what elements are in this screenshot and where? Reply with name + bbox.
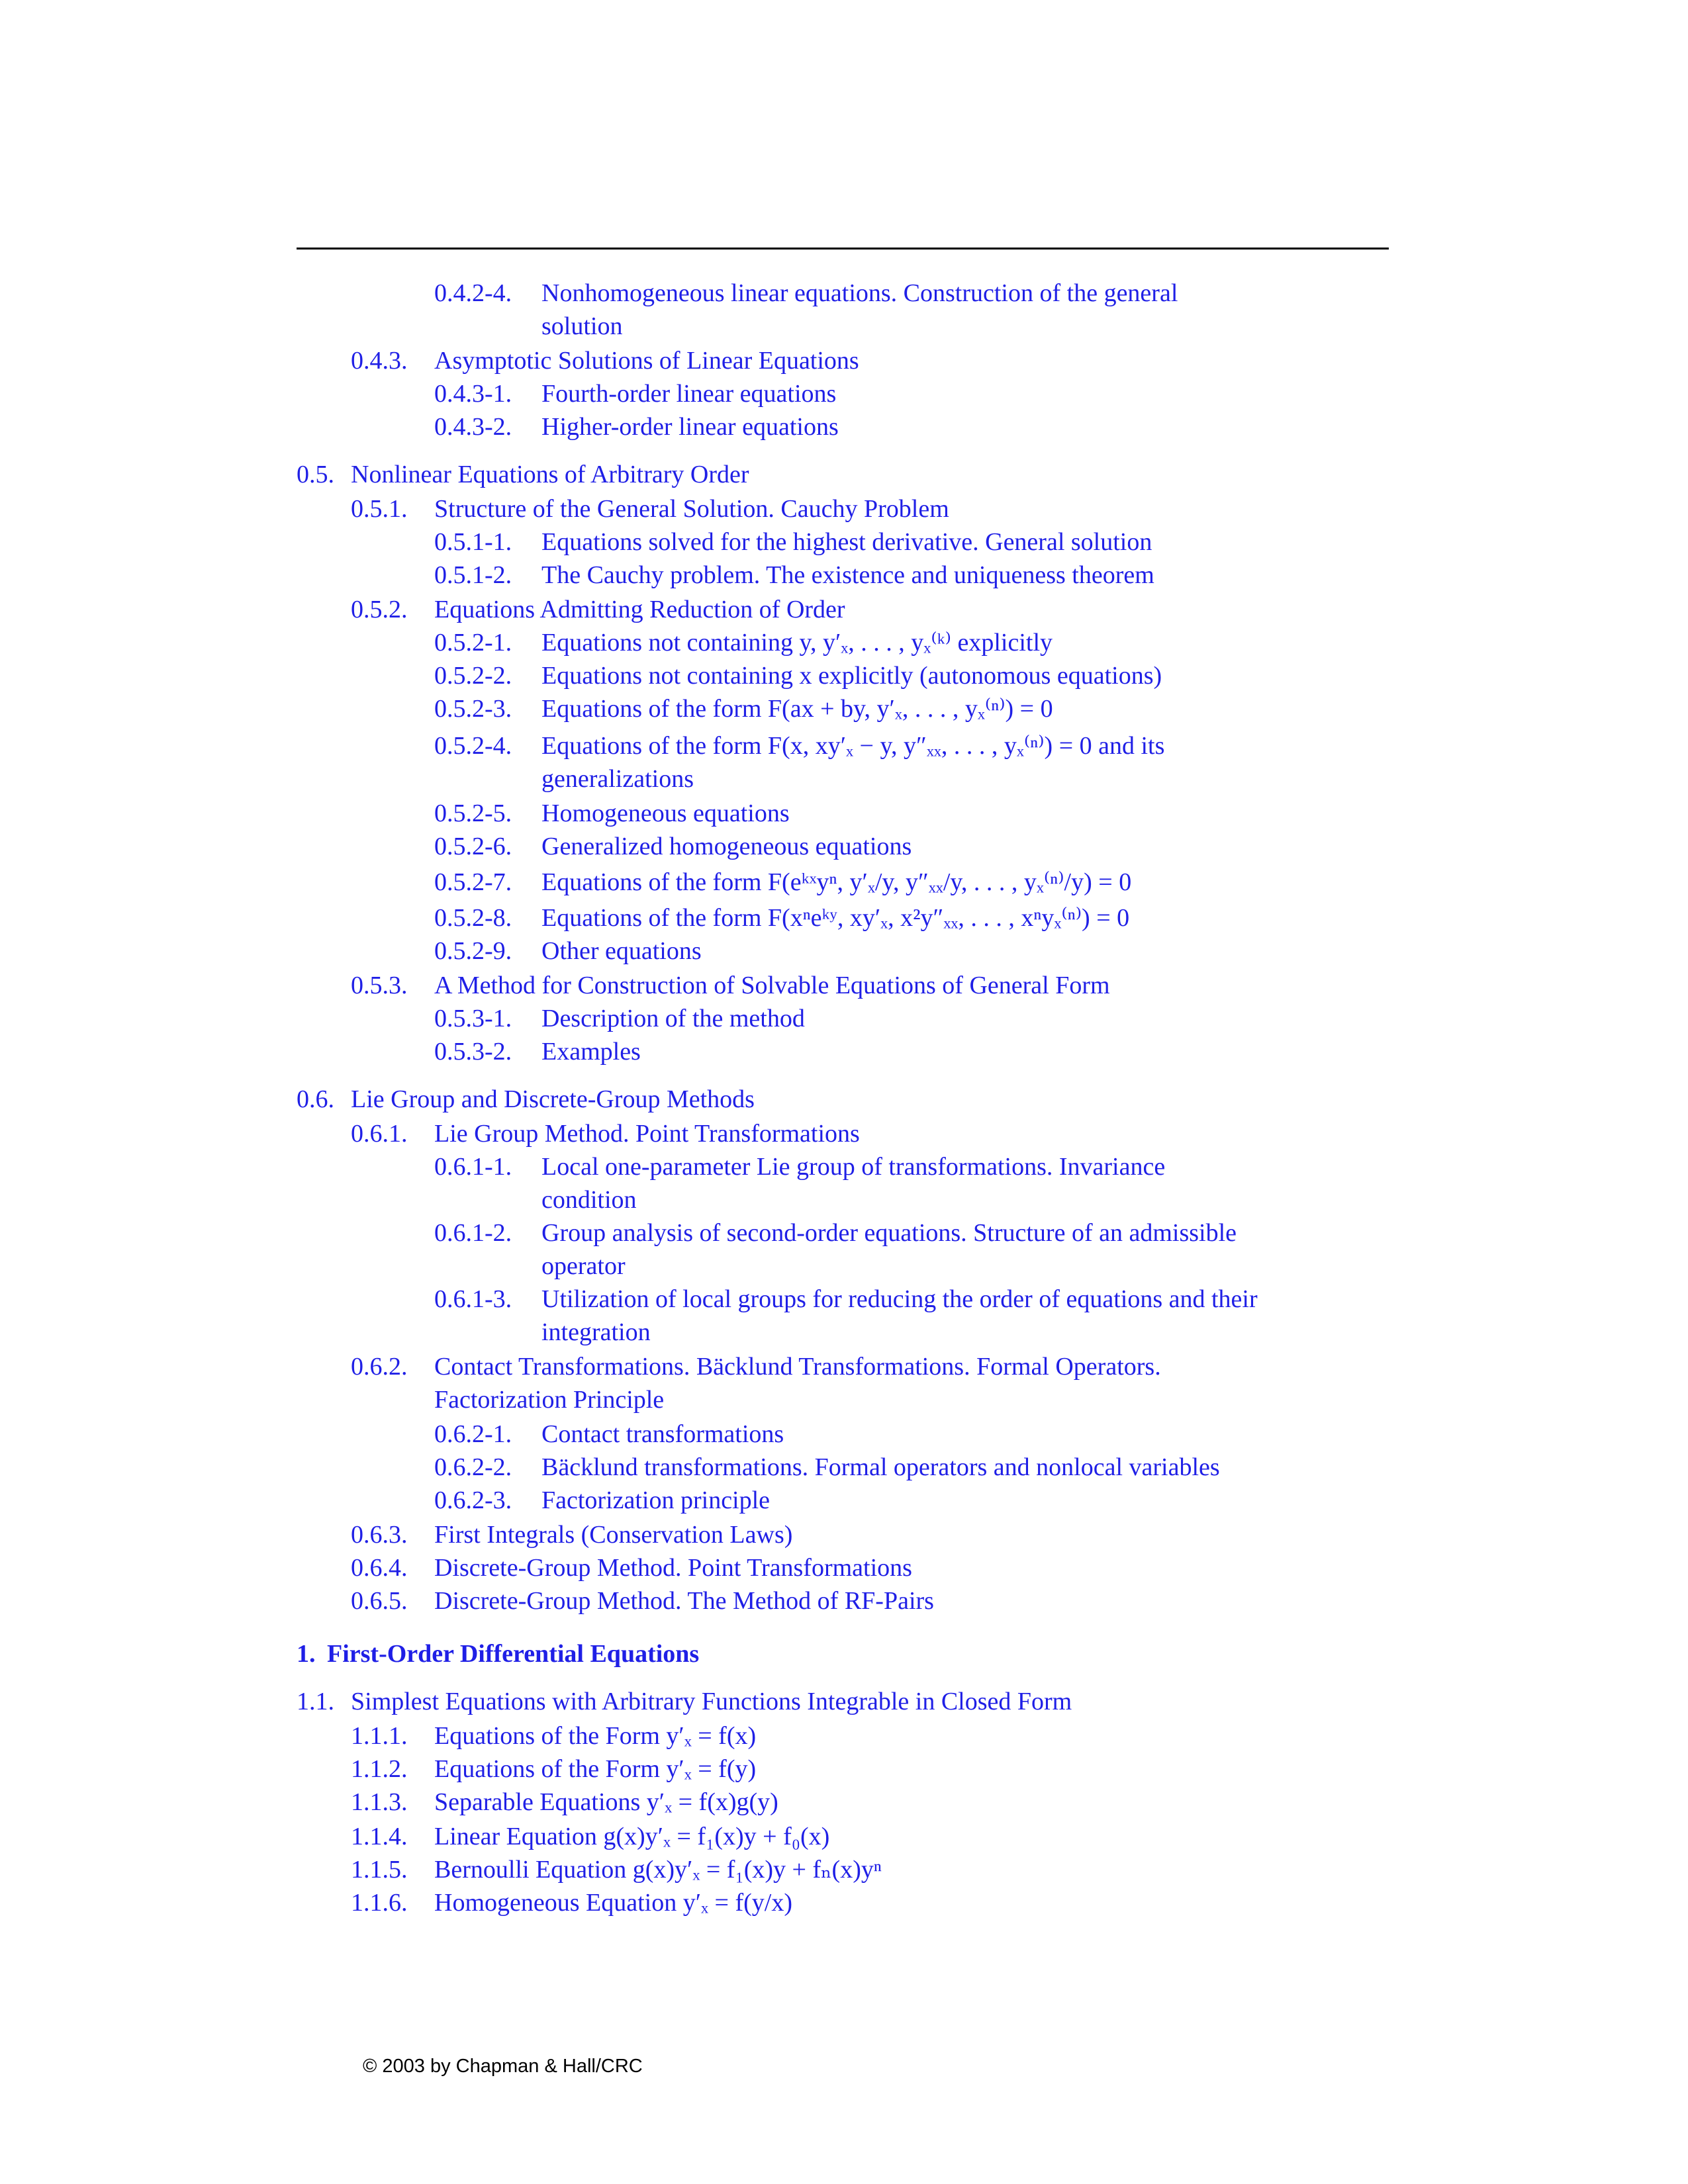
toc-entry-title: Other equations xyxy=(541,937,702,965)
toc-entry[interactable] xyxy=(434,560,1390,590)
toc-entry-number: 0.4.3-2. xyxy=(434,413,512,441)
toc-entry[interactable] xyxy=(351,1721,1390,1751)
toc-entry[interactable] xyxy=(434,867,1390,897)
toc-entry-number: 0.5. xyxy=(297,461,334,488)
toc-entry-number: 1.1.5. xyxy=(351,1856,408,1884)
toc-entry[interactable] xyxy=(297,459,1390,490)
toc-entry-title: A Method for Construction of Solvable Equations of General Form xyxy=(434,972,1110,999)
toc-entry-number: 1.1.2. xyxy=(351,1755,408,1783)
toc-entry-number: 0.6.1-3. xyxy=(434,1285,512,1313)
toc-entry-title: Generalized homogeneous equations xyxy=(541,833,912,860)
toc-entry-number: 0.5.2-3. xyxy=(434,695,512,723)
toc-entry-title: Equations of the Form y′ₓ = f(x) xyxy=(434,1722,757,1750)
toc-entry-number: 0.5.2-4. xyxy=(434,732,512,760)
toc-entry[interactable] xyxy=(351,1351,1390,1382)
toc-entry-title: integration xyxy=(541,1318,651,1346)
toc-entry-title: Local one-parameter Lie group of transformations. Invariance xyxy=(541,1153,1166,1181)
toc-entry-number: 0.5.3. xyxy=(351,972,408,999)
toc-entry-number: 0.5.1. xyxy=(351,495,408,523)
toc-entry-title: Equations of the Form y′ₓ = f(y) xyxy=(434,1755,757,1783)
toc-entry-title: Linear Equation g(x)y′ₓ = f₁(x)y + f₀(x) xyxy=(434,1823,830,1850)
toc-entry-number: 0.5.2-5. xyxy=(434,799,512,827)
toc-entry-number: 1. xyxy=(297,1640,316,1668)
toc-entry-number: 0.4.3. xyxy=(351,347,408,375)
toc-entry[interactable] xyxy=(351,1385,1390,1415)
toc-entry[interactable] xyxy=(351,594,1390,625)
toc-entry[interactable] xyxy=(434,1317,1390,1347)
toc-entry[interactable] xyxy=(434,1218,1390,1248)
toc-entry-title: Structure of the General Solution. Cauchy Problem xyxy=(434,495,949,523)
toc-entry[interactable] xyxy=(351,1553,1390,1583)
toc-entry-title: Examples xyxy=(541,1038,641,1066)
toc-entry-title: First-Order Differential Equations xyxy=(327,1640,700,1668)
toc-entry-number: 0.5.1-1. xyxy=(434,528,512,556)
toc-entry-title: The Cauchy problem. The existence and uniqueness theorem xyxy=(541,561,1154,589)
toc-entry[interactable] xyxy=(434,527,1390,557)
toc-entry-number: 0.5.2-7. xyxy=(434,868,512,896)
toc-entry[interactable] xyxy=(434,1485,1390,1516)
toc-entry-title: Nonlinear Equations of Arbitrary Order xyxy=(351,461,749,488)
toc-entry[interactable] xyxy=(297,1686,1390,1717)
toc-entry[interactable] xyxy=(351,970,1390,1001)
toc-entry-title: Equations of the form F(eᵏˣyⁿ, y′ₓ/y, y″ₓₓ/y, . . . , yₓ⁽ⁿ⁾/y) = 0 xyxy=(541,868,1132,896)
toc-entry-number: 0.5.2-1. xyxy=(434,629,512,657)
toc-entry-number: 0.5.2-9. xyxy=(434,937,512,965)
toc-entry-title: Lie Group and Discrete-Group Methods xyxy=(351,1085,755,1113)
toc-entry-number: 0.6.2. xyxy=(351,1353,408,1381)
toc-entry[interactable] xyxy=(434,831,1390,862)
toc-entry-title: Discrete-Group Method. Point Transformations xyxy=(434,1554,912,1582)
toc-entry-title: operator xyxy=(541,1252,626,1280)
toc-entry-number: 1.1.4. xyxy=(351,1823,408,1850)
toc-entry[interactable] xyxy=(434,764,1390,794)
toc-entry-number: 0.6.5. xyxy=(351,1587,408,1615)
toc-entry-number: 0.6.4. xyxy=(351,1554,408,1582)
toc-entry-title: Equations not containing y, y′ₓ, . . . , yₓ⁽ᵏ⁾ explicitly xyxy=(541,629,1053,657)
toc-entry[interactable] xyxy=(434,278,1390,308)
toc-entry-title: Equations of the form F(xⁿeᵏʸ, xy′ₓ, x²y″ₓₓ, . . . , xⁿyₓ⁽ⁿ⁾) = 0 xyxy=(541,904,1130,932)
toc-entry-title: Factorization principle xyxy=(541,1486,771,1514)
toc-entry[interactable] xyxy=(351,1787,1390,1817)
toc-entry[interactable] xyxy=(434,694,1390,724)
toc-entry[interactable] xyxy=(434,379,1390,409)
toc-entry[interactable] xyxy=(434,311,1390,341)
toc-entry[interactable] xyxy=(434,1152,1390,1182)
toc-entry[interactable] xyxy=(351,1118,1390,1149)
toc-entry-number: 0.6.1-1. xyxy=(434,1153,512,1181)
toc-entry-number: 1.1. xyxy=(297,1688,334,1715)
toc-entry-title: Higher-order linear equations xyxy=(541,413,839,441)
toc-entry[interactable] xyxy=(434,412,1390,442)
toc-entry-number: 1.1.6. xyxy=(351,1889,408,1917)
toc-entry-title: Fourth-order linear equations xyxy=(541,380,837,408)
toc-entry[interactable] xyxy=(434,936,1390,966)
toc-entry-number: 0.6.1. xyxy=(351,1120,408,1148)
toc-entry[interactable] xyxy=(434,798,1390,829)
toc-entry-number: 0.5.1-2. xyxy=(434,561,512,589)
toc-entry[interactable] xyxy=(434,660,1390,691)
toc-entry-title: Equations Admitting Reduction of Order xyxy=(434,596,845,623)
toc-entry-number: 0.5.2-6. xyxy=(434,833,512,860)
toc-entry[interactable] xyxy=(434,731,1390,761)
copyright-footer: © 2003 by Chapman & Hall/CRC xyxy=(363,2056,643,2077)
toc-entry-title: Lie Group Method. Point Transformations xyxy=(434,1120,860,1148)
toc-entry-number: 1.1.3. xyxy=(351,1788,408,1816)
toc-entry-title: Utilization of local groups for reducing the order of equations and their xyxy=(541,1285,1258,1313)
toc-entry-title: generalizations xyxy=(541,765,694,793)
toc-entry-number: 0.5.3-1. xyxy=(434,1005,512,1032)
toc-entry-title: Equations solved for the highest derivative. General solution xyxy=(541,528,1152,556)
toc-entry[interactable] xyxy=(434,1452,1390,1482)
toc-entry-title: Contact Transformations. Bäcklund Transformations. Formal Operators. xyxy=(434,1353,1161,1381)
toc-entry-title: condition xyxy=(541,1186,637,1214)
toc-entry-title: Factorization Principle xyxy=(434,1386,665,1414)
toc-entry-number: 0.5.2. xyxy=(351,596,408,623)
toc-entry[interactable] xyxy=(434,903,1390,933)
toc-entry-number: 0.6.3. xyxy=(351,1521,408,1549)
toc-entry-title: Simplest Equations with Arbitrary Functions Integrable in Closed Form xyxy=(351,1688,1072,1715)
toc-entry-number: 1.1.1. xyxy=(351,1722,408,1750)
toc-entry-title: Discrete-Group Method. The Method of RF-Pairs xyxy=(434,1587,934,1615)
toc-entry-number: 0.6.1-2. xyxy=(434,1219,512,1247)
toc-entry[interactable] xyxy=(351,345,1390,376)
toc-entry[interactable] xyxy=(297,1084,1390,1115)
toc-entry-number: 0.4.3-1. xyxy=(434,380,512,408)
toc-entry-title: First Integrals (Conservation Laws) xyxy=(434,1521,793,1549)
toc-entry-title: Group analysis of second-order equations. Structure of an admissible xyxy=(541,1219,1237,1247)
toc-entry-title: Separable Equations y′ₓ = f(x)g(y) xyxy=(434,1788,778,1816)
toc-entry-number: 0.4.2-4. xyxy=(434,279,512,307)
toc-entry-number: 0.5.3-2. xyxy=(434,1038,512,1066)
toc-entry-number: 0.6.2-2. xyxy=(434,1453,512,1481)
toc-entry-title: Homogeneous equations xyxy=(541,799,790,827)
toc-entry-title: Bäcklund transformations. Formal operators and nonlocal variables xyxy=(541,1453,1220,1481)
toc-entry[interactable] xyxy=(351,1821,1390,1852)
toc-entry[interactable] xyxy=(434,1185,1390,1215)
toc-entry-title: Bernoulli Equation g(x)y′ₓ = f₁(x)y + fₙ(x)yⁿ xyxy=(434,1856,882,1884)
toc-entry[interactable] xyxy=(351,1586,1390,1616)
toc-entry-title: Description of the method xyxy=(541,1005,805,1032)
toc-entry[interactable] xyxy=(434,627,1390,658)
toc-entry-title: Equations of the form F(x, xy′ₓ − y, y″ₓₓ, . . . , yₓ⁽ⁿ⁾) = 0 and its xyxy=(541,732,1165,760)
header-rule xyxy=(297,248,1389,250)
toc-entry-title: Nonhomogeneous linear equations. Construction of the general xyxy=(541,279,1178,307)
toc-entry-title: Asymptotic Solutions of Linear Equations xyxy=(434,347,859,375)
toc-entry-title: Contact transformations xyxy=(541,1420,784,1448)
toc-entry-number: 0.6.2-1. xyxy=(434,1420,512,1448)
toc-entry-number: 0.6.2-3. xyxy=(434,1486,512,1514)
toc-entry[interactable] xyxy=(434,1251,1390,1281)
toc-entry-number: 0.5.2-8. xyxy=(434,904,512,932)
toc-entry[interactable] xyxy=(434,1419,1390,1449)
toc-entry[interactable] xyxy=(434,1284,1390,1314)
toc-entry[interactable] xyxy=(351,1754,1390,1784)
toc-entry[interactable] xyxy=(351,1888,1390,1918)
toc-entry[interactable] xyxy=(434,1003,1390,1034)
toc-entry-title: Homogeneous Equation y′ₓ = f(y/x) xyxy=(434,1889,792,1917)
toc-entry-number: 0.6. xyxy=(297,1085,334,1113)
toc-entry[interactable] xyxy=(434,1036,1390,1067)
toc-entry[interactable] xyxy=(351,494,1390,524)
toc-entry-number: 0.5.2-2. xyxy=(434,662,512,690)
toc-entry-title: solution xyxy=(541,312,623,340)
toc-entry[interactable] xyxy=(351,1520,1390,1550)
toc-entry-title: Equations not containing x explicitly (autonomous equations) xyxy=(541,662,1162,690)
toc-entry-title: Equations of the form F(ax + by, y′ₓ, . . . , yₓ⁽ⁿ⁾) = 0 xyxy=(541,695,1053,723)
toc-entry[interactable] xyxy=(351,1854,1390,1885)
toc-entry[interactable] xyxy=(297,1639,1390,1669)
